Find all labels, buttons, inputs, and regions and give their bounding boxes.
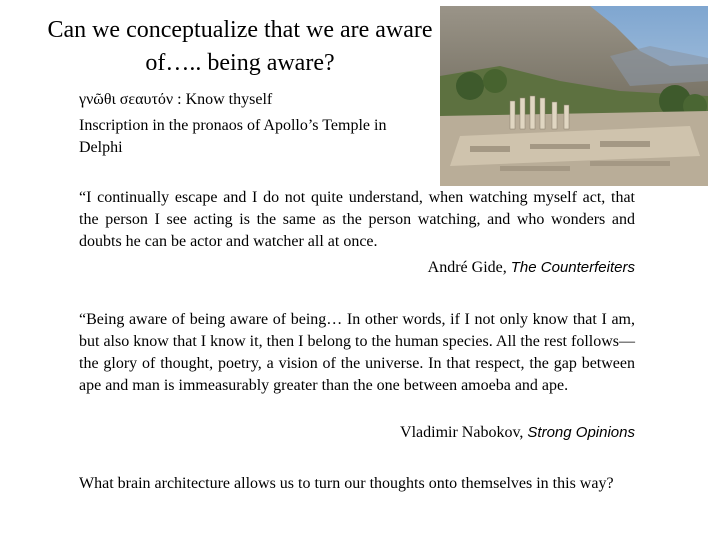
- slide-title: Can we conceptualize that we are aware of….. being aware?: [47, 17, 433, 76]
- greek-inscription: γνῶθι σεαυτόν : Know thyself: [79, 91, 273, 108]
- quote-work: Strong Opinions: [527, 424, 635, 441]
- nabokov-attribution: [400, 422, 635, 444]
- quote-author: Vladimir Nabokov,: [400, 424, 524, 441]
- inscription-caption: Inscription in the pronaos of Apollo’s Temple in Delphi: [79, 117, 387, 156]
- nabokov-quote: “Being aware of being aware of being… In other words, if I not only know that I am, but also know that I know it, then I belong to the human species. All the rest follows—the glory of thought, poetry, a vision of the universe. In that respect, the gap between ape and man is immeasurably greater than the one between amoeba and ape.: [79, 311, 635, 394]
- delphi-temple-photo: [440, 6, 708, 186]
- delphi-ruins-image: [440, 6, 708, 186]
- closing-question: What brain architecture allows us to turn our thoughts onto themselves in this way?: [79, 475, 614, 492]
- gide-quote: “I continually escape and I do not quite understand, when watching myself act, that the person I see acting is the same as the person watching, and who wonders and doubts he can be actor and watcher all at once.: [79, 189, 635, 250]
- quote-work: The Counterfeiters: [510, 259, 635, 276]
- gide-attribution: [428, 257, 635, 279]
- quote-author: André Gide,: [427, 259, 507, 276]
